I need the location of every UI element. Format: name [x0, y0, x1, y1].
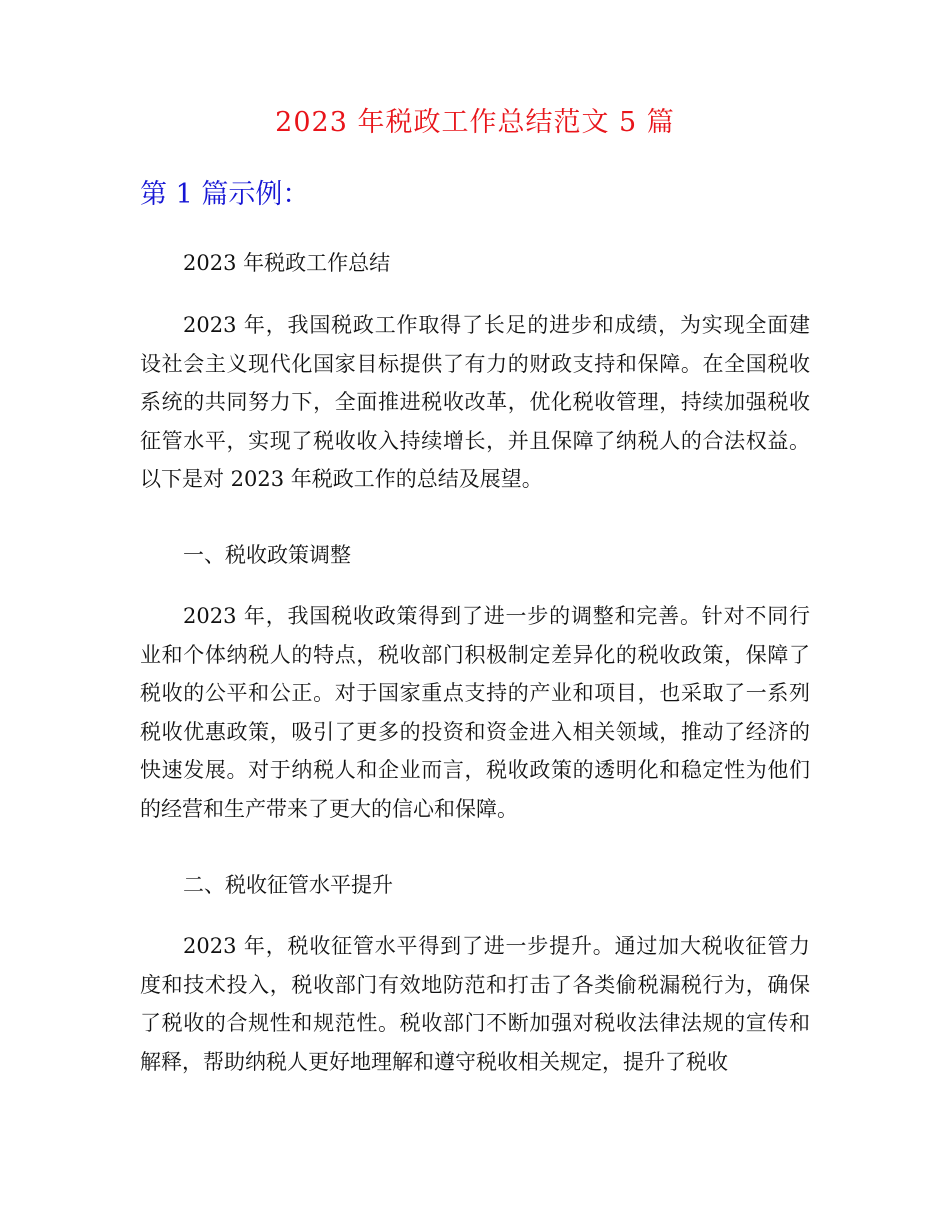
document-title: 2023 年税政工作总结范文 5 篇: [275, 107, 675, 138]
document-subtitle: 2023 年税政工作总结: [183, 251, 391, 275]
heading-tax-policy-adjustment: 一、税收政策调整: [183, 543, 351, 567]
paragraph-tax-administration: 2023 年，税收征管水平得到了进一步提升。通过加大税收征管力度和技术投入，税收部门有效地防范和打击了各类偷税漏税行为，确保了税收的合规性和规范性。税收部门不断加强对税收法律法规的宣传和解释，帮助纳税人更好地理解和遵守税收相关规定，提升了税收: [140, 934, 810, 1074]
section-heading: 第 1 篇示例：: [140, 179, 310, 210]
paragraph-intro: 2023 年，我国税政工作取得了长足的进步和成绩，为实现全面建设社会主义现代化国家目标提供了有力的财政支持和保障。在全国税收系统的共同努力下，全面推进税收改革，优化税收管理，持续加强税收征管水平，实现了税收收入持续增长，并且保障了纳税人的合法权益。以下是对 2023 年税政工作的总结及展望。: [140, 313, 810, 491]
paragraph-tax-policy: 2023 年，我国税收政策得到了进一步的调整和完善。针对不同行业和个体纳税人的特点，税收部门积极制定差异化的税收政策，保障了税收的公平和公正。对于国家重点支持的产业和项目，也采取了一系列税收优惠政策，吸引了更多的投资和资金进入相关领域，推动了经济的快速发展。对于纳税人和企业而言，税收政策的透明化和稳定性为他们的经营和生产带来了更大的信心和保障。: [140, 604, 810, 821]
heading-tax-administration: 二、税收征管水平提升: [183, 873, 393, 897]
